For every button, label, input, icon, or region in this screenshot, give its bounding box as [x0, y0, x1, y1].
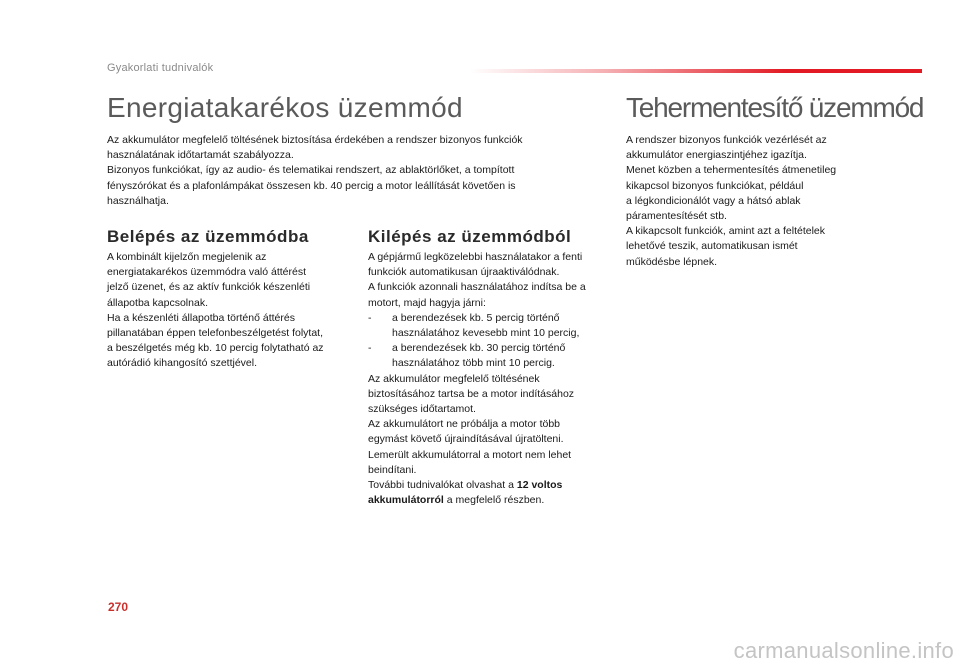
intro-paragraph [107, 133, 587, 209]
list-item-line: a berendezések kb. 30 percig történő [392, 342, 566, 355]
exit-line: Az akkumulátort ne próbálja a motor több [368, 418, 561, 431]
enter-line: energiatakarékos üzemmódra való áttérést [107, 266, 307, 279]
unload-mode-text [626, 133, 856, 270]
list-item-line: használatához több mint 10 percig. [392, 357, 555, 370]
list-item [368, 311, 608, 341]
exit-line: A funkciók azonnali használatához indítsa be a [368, 281, 586, 294]
enter-line: pillanatában éppen telefonbeszélgetést folytat, [107, 327, 323, 340]
unload-line: Menet közben a tehermentesítés átmenetileg [626, 164, 837, 177]
unload-line: a légkondicionálót vagy a hátsó ablak [626, 194, 801, 207]
enter-mode-text [107, 250, 352, 372]
exit-line: A gépjármű legközelebbi használatakor a fenti [368, 251, 583, 263]
more-info-suffix: a megfelelő részben. [443, 494, 545, 507]
enter-line: jelző üzenet, és az aktív funkciók készenléti [107, 281, 311, 294]
exit-line: szükséges időtartamot. [368, 403, 476, 416]
unload-line: páramentesítését stb. [626, 210, 727, 223]
section-label: Gyakorlati tudnivalók [107, 62, 214, 74]
battery-reference-link[interactable]: 12 voltos [516, 479, 563, 492]
more-info-prefix: További tudnivalókat olvashat a [368, 479, 517, 492]
more-info-line [368, 478, 608, 493]
enter-line: Ha a készenléti állapotba történő áttérés [107, 311, 295, 324]
exit-line: Lemerült akkumulátorral a motort nem lehet [368, 448, 572, 461]
unload-line: működésbe lépnek. [626, 255, 718, 268]
enter-line: a beszélgetés még kb. 10 percig folytatható az [107, 342, 324, 355]
enter-line: autórádió kihangosító szettjével. [107, 357, 258, 370]
page-title: Energiatakarékos üzemmód [107, 92, 463, 123]
exit-line: egymást követő újraindításával újratölteni. [368, 433, 564, 446]
more-info-line [368, 493, 608, 508]
exit-line: funkciók automatikusan újraaktiválódnak. [368, 266, 560, 279]
list-item-line: a berendezések kb. 5 percig történő [392, 311, 560, 324]
battery-reference-link[interactable]: akkumulátorról [368, 494, 444, 507]
enter-line: A kombinált kijelzőn megjelenik az [107, 251, 267, 263]
unload-line: A kikapcsolt funkciók, amint azt a feltételek [626, 225, 826, 238]
watermark: carmanualsonline.info [733, 638, 954, 663]
list-dash: - [368, 311, 372, 324]
list-dash: - [368, 342, 372, 355]
intro-line: Bizonyos funkciókat, így az audio- és telematikai rendszert, az ablaktörlőket, a tompított [107, 164, 515, 177]
intro-line: használhatja. [107, 194, 169, 207]
intro-line: használatának időtartamát szabályozza. [107, 149, 294, 162]
exit-line: beindítani. [368, 463, 417, 476]
header-accent-bar [470, 69, 922, 73]
unload-line: kikapcsol bizonyos funkciókat, például [626, 179, 804, 192]
list-item [368, 341, 608, 371]
intro-line: fényszórókat és a plafonlámpákat összesen kb. 40 percig a motor leállítását követően is [107, 179, 516, 192]
exit-line: biztosításához tartsa be a motor indításához [368, 387, 575, 400]
exit-line: motort, majd hagyja járni: [368, 296, 486, 309]
exit-line: Az akkumulátor megfelelő töltésének [368, 372, 540, 385]
exit-mode-text [368, 250, 608, 508]
enter-line: állapotba kapcsolnak. [107, 296, 208, 309]
unload-mode-title: Tehermentesítő üzemmód [626, 92, 924, 123]
unload-line: A rendszer bizonyos funkciók vezérlését az [626, 134, 827, 146]
list-item-line: használatához kevesebb mint 10 percig, [392, 327, 580, 340]
run-time-list [368, 311, 608, 372]
enter-mode-heading: Belépés az üzemmódba [107, 227, 309, 246]
page-number: 270 [108, 600, 129, 614]
unload-line: lehetővé teszik, automatikusan ismét [626, 240, 798, 253]
unload-line: akkumulátor energiaszintjéhez igazítja. [626, 149, 807, 162]
exit-mode-heading: Kilépés az üzemmódból [368, 227, 572, 246]
intro-line: Az akkumulátor megfelelő töltésének biztosítása érdekében a rendszer bizonyos funkciók [107, 134, 523, 146]
